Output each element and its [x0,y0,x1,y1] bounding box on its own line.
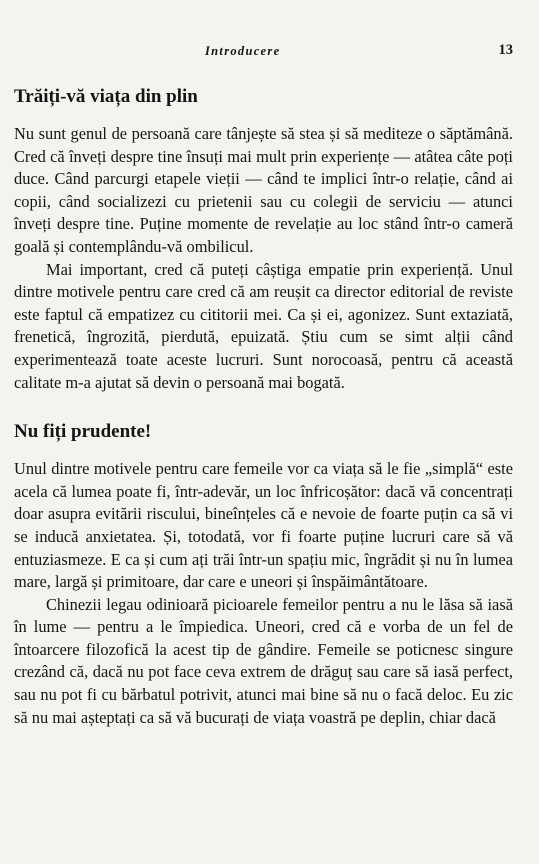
paragraph: Nu sunt genul de persoană care tânjește să stea și să mediteze o săptămână. Cred că înveți despre tine însuți mai mult prin experiențe — atâtea câte poți duce. Când parcurgi etapele vieții — când te implici într-o relație, când ai copii, când socializezi cu prietenii sau cu colegii de serviciu — atunci înveți despre tine. Puține momente de revelație au loc stând într-o cameră goală și contemplându-vă ombilicul. [14,124,513,256]
page-number: 13 [498,42,513,58]
section-heading: Trăiți-vă viața din plin [14,86,198,107]
running-head [0,40,539,64]
paragraph: Mai important, cred că puteți câștiga empatie prin experiență. Unul dintre motivele pentru care cred că am reușit ca director editorial de reviste este faptul că empatizez cu cititorii mei. Ca și ei, agonizez. Sunt extaziată, frenetică, îngrozită, pierdută, epuizată. Știu cum se simt alții când experimentează toate aceste lucruri. Sunt norocoasă, pentru că această calitate m-a ajutat să devin o persoană mai bogată. [14,259,513,392]
paragraph: Chinezii legau odinioară picioarele femeilor pentru a nu le lăsa să iasă în lume — pentru a le împiedica. Uneori, cred că e vorba de un fel de întoarcere filozofică la acest tip de gândire. Femeile se poticnesc singure crezând că, dacă nu pot face ceva extrem de drăguț sau care să iasă perfect, sau nu pot fi cu bărbatul potrivit, atunci mai bine să nu o facă deloc. Eu zic să nu mai așteptați ca să vă bucurați de viața voastră pe deplin, chiar dacă [14,594,513,727]
paragraph: Unul dintre motivele pentru care femeile vor ca viața să le fie „simplă“ este acela că lumea poate fi, într-adevăr, un loc înfricoșător: dacă vă concentrați doar asupra evitării riscului, bineînțeles că e nevoie de foarte puțin ca să vi se inducă anxietatea. Și, totodată, vor fi foarte puține lucruri care să vă entuziasmeze. E ca și cum ați trăi într-un spațiu mic, îngrădit și nu în lumea mare, largă și primitoare, dar care e uneori și înspăimântătoare. [14,459,513,592]
body-text [14,85,513,729]
running-title: Introducere [205,44,281,58]
section-heading: Nu fiți prudente! [14,421,152,443]
